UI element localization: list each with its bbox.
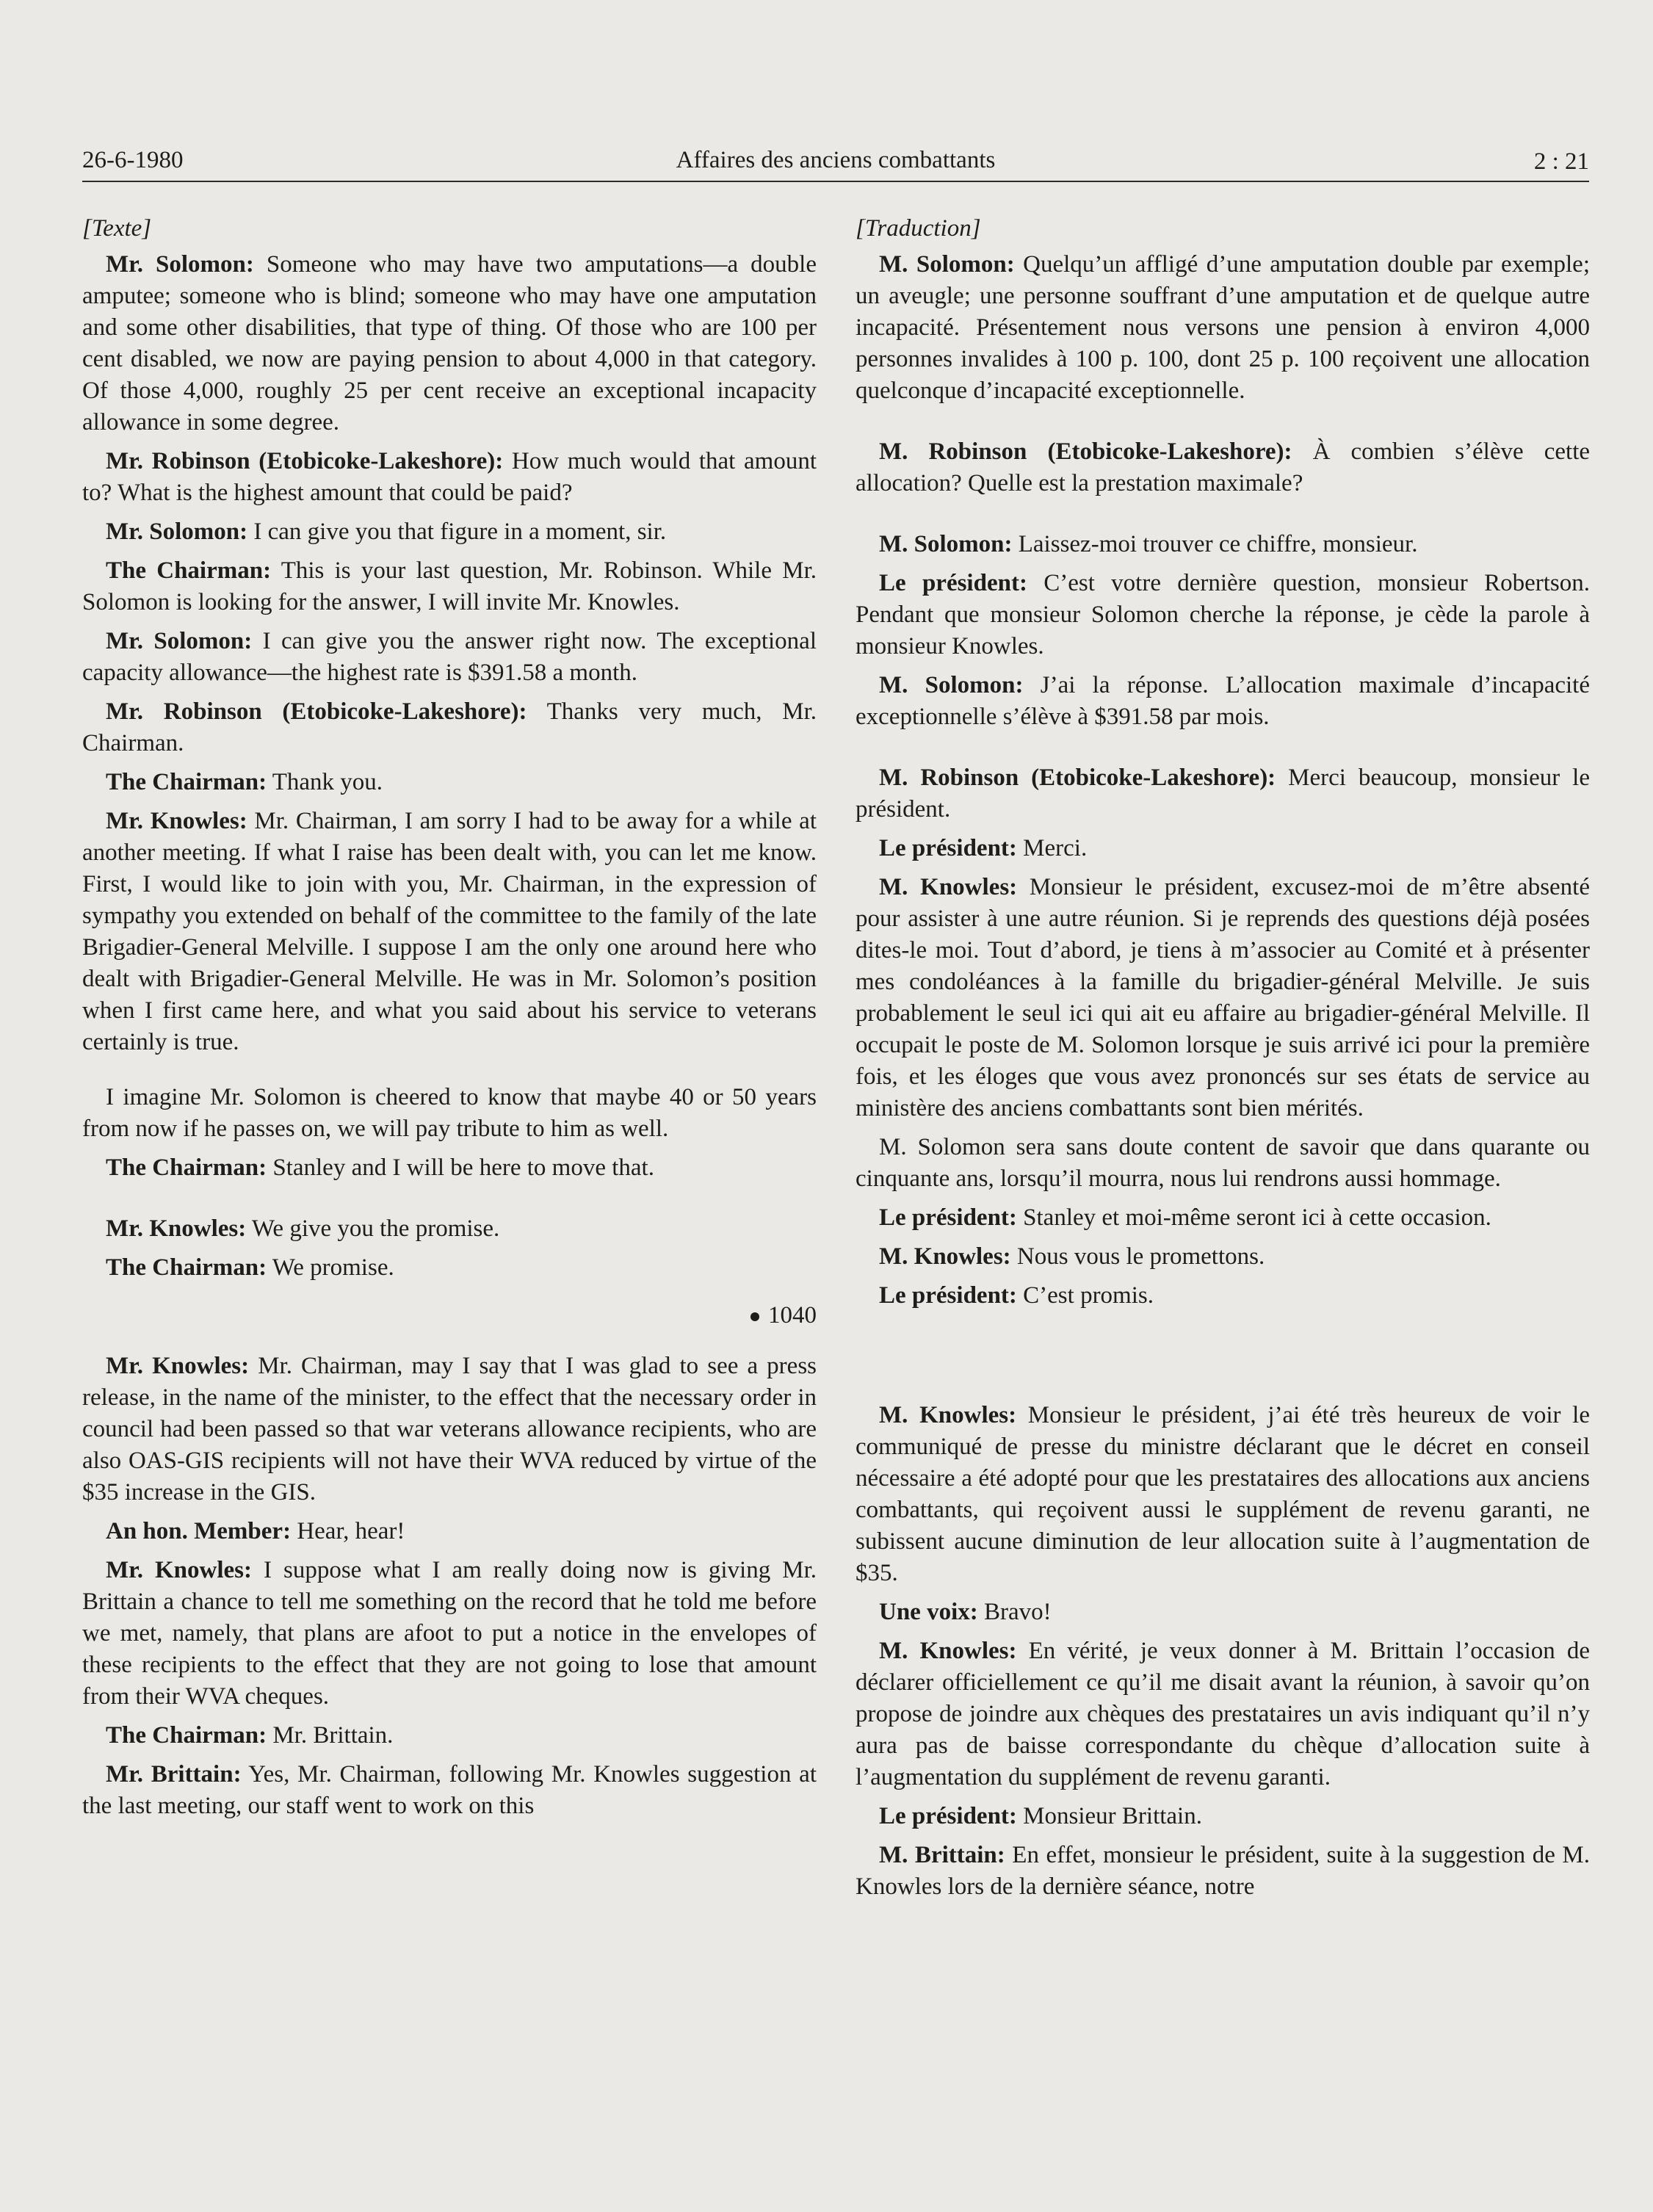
speech-text: Laissez-moi trouver ce chiffre, monsieur. [1012, 531, 1418, 557]
speaker-name: Mr. Solomon: [106, 518, 248, 545]
speech-paragraph [82, 1213, 817, 1245]
speech-text: We give you the promise. [246, 1215, 500, 1242]
speech-text: I can give you the answer right now. The exceptional capacity allowance—the highest rate is $391.58 a month. [82, 628, 817, 686]
speaker-name: The Chairman: [106, 557, 272, 584]
speech-text: C’est promis. [1016, 1282, 1154, 1309]
section-label-texte: [Texte] [82, 215, 152, 242]
speech-text: I can give you that figure in a moment, sir. [247, 518, 667, 545]
speech-text: Monsieur Brittain. [1016, 1803, 1202, 1829]
header-title: Affaires des anciens combattants [676, 147, 996, 173]
bullet-icon [750, 1312, 759, 1321]
speaker-name: M. Knowles: [879, 874, 1018, 900]
speech-paragraph [82, 1555, 817, 1713]
speaker-name: Le président: [879, 1803, 1017, 1829]
english-column [82, 213, 817, 1829]
speaker-name: The Chairman: [106, 769, 267, 795]
speech-text: J’ai la réponse. L’allocation maximale d’incapacité exceptionnelle s’élève à $391.58 par mois. [856, 672, 1590, 730]
speaker-name: Mr. Robinson (Etobicoke-Lakeshore): [106, 698, 527, 725]
speech-paragraph [82, 626, 817, 689]
speech-paragraph [856, 1597, 1590, 1628]
speech-text: Merci beaucoup, monsieur le président. [856, 765, 1591, 823]
speaker-name: Le président: [879, 835, 1017, 861]
speech-paragraph [82, 1082, 817, 1145]
speaker-name: Mr. Solomon: [106, 251, 254, 278]
speaker-name: The Chairman: [106, 1254, 267, 1281]
speech-text: Bravo! [977, 1599, 1052, 1625]
speech-text: I suppose what I am really doing now is giving Mr. Brittain a chance to tell me something on the record that he told me before we met, namely, that plans are afoot to put a notice in the envelopes of these recipients to the effect that they are not going to lose that amount from their WVA cheques. [82, 1557, 817, 1710]
speech-paragraph [856, 1241, 1590, 1273]
speech-paragraph [856, 568, 1590, 662]
header-date: 26-6-1980 [82, 147, 184, 173]
speaker-name: Mr. Knowles: [106, 1353, 250, 1379]
speaker-name: Mr. Knowles: [106, 1215, 247, 1242]
speech-text: This is your last question, Mr. Robinson. While Mr. Solomon is looking for the answer, I will invite Mr. Knowles. [82, 557, 817, 615]
speaker-name: Mr. Brittain: [106, 1761, 242, 1788]
speaker-name: Le président: [879, 1282, 1017, 1309]
speech-paragraph [856, 1635, 1590, 1793]
speech-paragraph [856, 529, 1590, 560]
speech-paragraph [82, 806, 817, 1058]
speech-paragraph [82, 696, 817, 759]
speech-text: Mr. Chairman, may I say that I was glad to see a press release, in the name of the minister, to the effect that the necessary order in council had been passed so that war veterans allowance recipients, who are also OAS-GIS recipients will not have their WVA reduced by virtue of the $35 increase in the GIS. [82, 1353, 817, 1506]
speech-text: Someone who may have two amputations—a double amputee; someone who is blind; someone who may have one amputation and some other disabilities, that type of thing. Of those who are 100 per cent disabled, we now are paying pension to about 4,000 in that category. Of those 4,000, roughly 25 per cent receive an exceptional incapacity allowance in some degree. [82, 251, 817, 435]
speaker-name: Mr. Knowles: [106, 808, 247, 834]
speech-paragraph [856, 1132, 1590, 1195]
speech-paragraph [856, 1202, 1590, 1234]
speech-paragraph [82, 1759, 817, 1822]
speaker-name: M. Knowles: [879, 1402, 1017, 1428]
speech-text: We promise. [267, 1254, 394, 1281]
speech-text: I imagine Mr. Solomon is cheered to know that maybe 40 or 50 years from now if he passes on, we will pay tribute to him as well. [82, 1084, 817, 1142]
speaker-name: Le président: [879, 1204, 1017, 1231]
speech-text: En effet, monsieur le président, suite à la suggestion de M. Knowles lors de la dernière séance, notre [856, 1842, 1591, 1900]
speech-text: Monsieur le président, j’ai été très heureux de voir le communiqué de presse du ministre déclarant que le décret en conseil nécessaire a été adopté pour que les prestataires des allocations aux anciens combattants, qui reçoivent aussi le supplément de revenu garanti, ne subissent aucune diminution de leur allocation suite à l’augmentation de $35. [856, 1402, 1590, 1586]
speech-text: Thanks very much, Mr. Chairman. [82, 698, 817, 756]
speech-paragraph [82, 1720, 817, 1752]
speaker-name: Le président: [879, 570, 1027, 596]
section-label-traduction: [Traduction] [856, 215, 981, 242]
speech-paragraph [82, 1351, 817, 1508]
speech-text: Nous vous le promettons. [1010, 1243, 1265, 1270]
speech-paragraph [82, 555, 817, 618]
speech-paragraph [856, 833, 1590, 864]
speech-text: Stanley et moi-même seront ici à cette occasion. [1016, 1204, 1491, 1231]
speaker-name: M. Robinson (Etobicoke-Lakeshore): [879, 765, 1276, 791]
speech-text: Thank you. [267, 769, 383, 795]
speaker-name: The Chairman: [106, 1722, 267, 1749]
speaker-name: M. Knowles: [879, 1638, 1017, 1664]
speech-paragraph [856, 1801, 1590, 1832]
speech-text: Stanley and I will be here to move that. [267, 1154, 654, 1181]
speaker-name: An hon. Member: [106, 1518, 292, 1544]
speaker-name: The Chairman: [106, 1154, 267, 1181]
speech-text: Quelqu’un affligé d’une amputation double par exemple; un aveugle; une personne souffrant d’une amputation et de quelque autre incapacité. Présentement nous versons une pension à environ 4,000 personnes invalides à 100 p. 100, dont 25 p. 100 reçoivent une allocation quelconque d’incapacité exceptionnelle. [856, 251, 1590, 404]
speech-text: How much would that amount to? What is the highest amount that could be paid? [82, 448, 817, 506]
speech-paragraph [82, 1516, 817, 1547]
speech-paragraph [856, 670, 1590, 733]
speech-paragraph [856, 1840, 1590, 1903]
speech-paragraph [82, 767, 817, 798]
speaker-name: M. Robinson (Etobicoke-Lakeshore): [879, 438, 1292, 465]
speech-paragraph [82, 1152, 817, 1184]
speaker-name: Mr. Solomon: [106, 628, 253, 654]
french-column [856, 213, 1590, 1910]
time-marker [82, 1300, 817, 1331]
speech-paragraph [82, 516, 817, 548]
speech-paragraph [856, 762, 1590, 825]
speech-paragraph [856, 1400, 1590, 1589]
speech-text: Yes, Mr. Chairman, following Mr. Knowles suggestion at the last meeting, our staff went to work on this [82, 1761, 817, 1819]
time-marker-text: 1040 [768, 1302, 817, 1329]
speech-text: Monsieur le président, excusez-moi de m’être absenté pour assister à une autre réunion. Si je reprends des questions déjà posées dites-le moi. Tout d’abord, je tiens à m’associer au Comité et à présenter mes condoléances à la famille du brigadier-général Melville. Je suis probablement le seul ici qui ait eu affaire au brigadier-général Melville. Il occupait le poste de M. Solomon lorsque je suis arrivé ici pour la première fois, et les éloges que vous avez prononcés sur ses états de service au ministère des anciens combattants sont bien mérités. [856, 874, 1590, 1121]
speech-text: En vérité, je veux donner à M. Brittain l’occasion de déclarer officiellement ce qu’il me disait avant la réunion, à savoir qu’on propose de joindre aux chèques des prestataires un avis indiquant qu’il n’y aura pas de baisse correspondante du chèque d’allocation suite à l’augmentation du supplément de revenu garanti. [856, 1638, 1590, 1790]
speech-paragraph [82, 1252, 817, 1284]
speech-paragraph [856, 436, 1590, 499]
speech-text: Mr. Brittain. [267, 1722, 394, 1749]
speech-paragraph [856, 1280, 1590, 1312]
speaker-name: Une voix: [879, 1599, 978, 1625]
speech-text: Mr. Chairman, I am sorry I had to be away for a while at another meeting. If what I raise has been dealt with, you can let me know. First, I would like to join with you, Mr. Chairman, in the expression of sympathy you extended on behalf of the committee to the family of the late Brigadier-General Melville. I suppose I am the only one around here who dealt with Brigadier-General Melville. He was in Mr. Solomon’s position when I first came here, and what you said about his service to veterans certainly is true. [82, 808, 817, 1055]
speech-paragraph [82, 446, 817, 509]
speech-text: À combien s’élève cette allocation? Quelle est la prestation maximale? [856, 438, 1591, 496]
speaker-name: Mr. Knowles: [106, 1557, 253, 1583]
speech-text: M. Solomon sera sans doute content de savoir que dans quarante ou cinquante ans, lorsqu’il mourra, nous lui rendrons aussi hommage. [856, 1134, 1590, 1192]
speech-paragraph [856, 249, 1590, 407]
speaker-name: M. Solomon: [879, 251, 1015, 278]
speech-paragraph [856, 872, 1590, 1124]
speech-text: Hear, hear! [291, 1518, 405, 1544]
header-page-number: 2 : 21 [1533, 148, 1589, 175]
speaker-name: M. Knowles: [879, 1243, 1011, 1270]
speaker-name: M. Brittain: [879, 1842, 1005, 1868]
speaker-name: M. Solomon: [879, 531, 1013, 557]
speaker-name: M. Solomon: [879, 672, 1024, 698]
page-header [82, 140, 1589, 176]
header-rule [82, 181, 1589, 182]
speech-paragraph [82, 249, 817, 438]
speaker-name: Mr. Robinson (Etobicoke-Lakeshore): [106, 448, 504, 474]
speech-text: C’est votre dernière question, monsieur Robertson. Pendant que monsieur Solomon cherche la réponse, je cède la parole à monsieur Knowles. [856, 570, 1590, 659]
speech-text: Merci. [1016, 835, 1088, 861]
